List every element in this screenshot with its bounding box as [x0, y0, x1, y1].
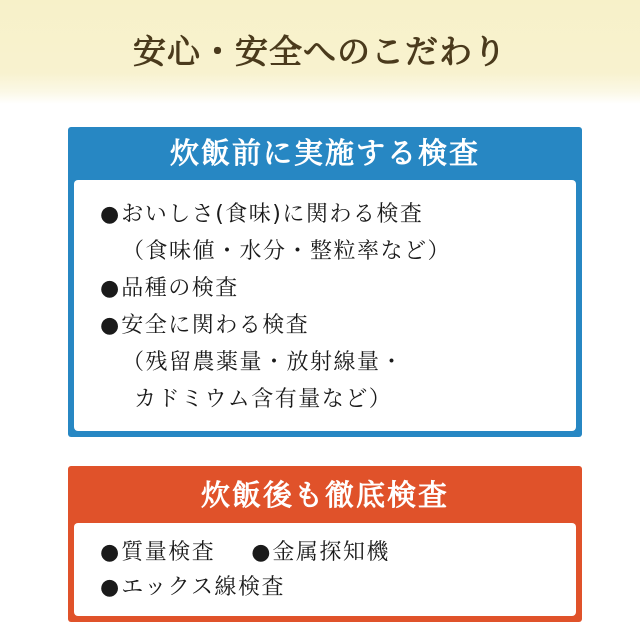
- list-item-text: 品種の検査: [121, 276, 239, 301]
- list-row: [100, 535, 576, 570]
- list-item: [100, 307, 576, 344]
- list-item-text: 質量検査: [121, 540, 216, 565]
- list-item-text: 金属探知機: [272, 540, 390, 565]
- list-row: [100, 570, 576, 605]
- bullet-icon: ●: [251, 540, 271, 565]
- pre-cooking-panel-title: 炊飯前に実施する検査: [169, 136, 480, 170]
- bullet-icon: ●: [100, 276, 120, 301]
- bullet-icon: ●: [100, 202, 120, 227]
- page-title: 安心・安全へのこだわり: [133, 32, 507, 71]
- list-item: [100, 270, 576, 307]
- list-item-detail-continued: カドミウム含有量など）: [134, 387, 393, 412]
- bullet-icon: ●: [100, 313, 120, 338]
- list-item-text: 安全に関わる検査: [121, 313, 310, 338]
- post-cooking-panel-body: [74, 523, 576, 616]
- pre-cooking-panel-body: [74, 180, 576, 431]
- list-item-detail: （残留農薬量・放射線量・: [122, 350, 405, 375]
- header-banner: [0, 0, 640, 104]
- list-item-text: おいしさ(食味)に関わる検査: [121, 202, 424, 227]
- post-cooking-panel-title: 炊飯後も徹底検査: [200, 478, 449, 512]
- post-cooking-inspection-panel: [68, 466, 582, 622]
- bullet-icon: ●: [100, 540, 120, 565]
- list-item-detail: （食味値・水分・整粒率など）: [122, 239, 452, 264]
- list-item-text: エックス線検査: [121, 575, 286, 600]
- pre-cooking-inspection-panel: [68, 127, 582, 437]
- list-item: [100, 196, 576, 233]
- bullet-icon: ●: [100, 575, 120, 600]
